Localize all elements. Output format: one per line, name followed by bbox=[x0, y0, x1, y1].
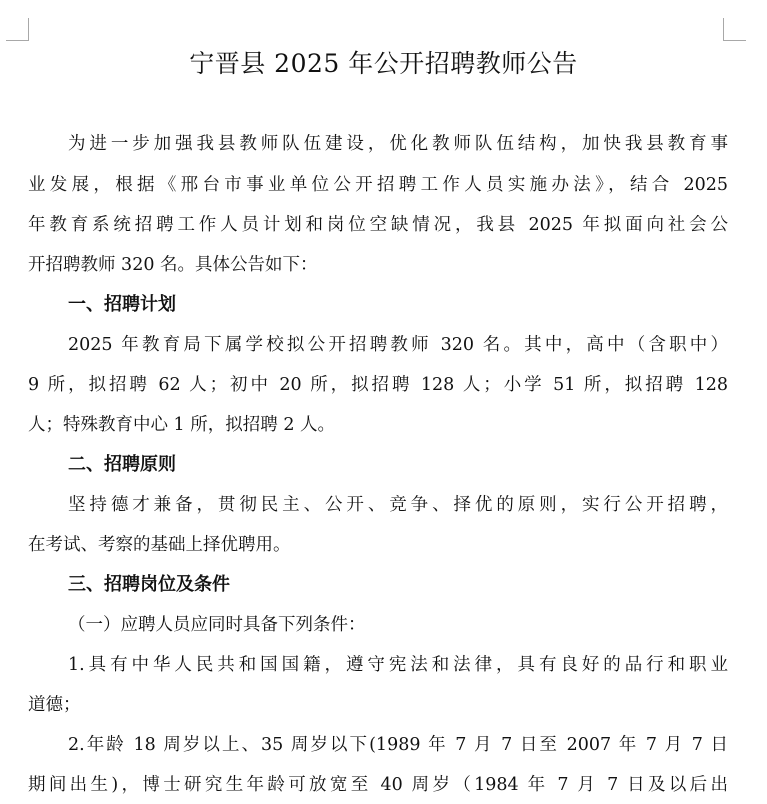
paragraph-line: 在考试、考察的基础上择优聘用。 bbox=[28, 535, 291, 555]
section-heading: 一、招聘计划 bbox=[68, 294, 176, 315]
section-heading: 三、招聘岗位及条件 bbox=[68, 574, 230, 595]
paragraph-line: 年教育系统招聘工作人员计划和岗位空缺情况，我县 2025 年拟面向社会公 bbox=[28, 215, 728, 235]
paragraph-line: 人；特殊教育中心 1 所，拟招聘 2 人。 bbox=[28, 415, 336, 435]
paragraph-line: 9 所，拟招聘 62 人；初中 20 所，拟招聘 128 人；小学 51 所，拟招聘 128 bbox=[28, 375, 728, 395]
paragraph-line: 1.具有中华人民共和国国籍，遵守宪法和法律，具有良好的品行和职业 bbox=[68, 655, 728, 675]
paragraph-line: 为进一步加强我县教师队伍建设，优化教师队伍结构，加快我县教育事 bbox=[68, 134, 728, 154]
paragraph-line: 坚持德才兼备，贯彻民主、公开、竞争、择优的原则，实行公开招聘， bbox=[68, 495, 728, 515]
page-corner-mark-top-right bbox=[723, 18, 746, 41]
section-heading: 二、招聘原则 bbox=[68, 454, 176, 475]
paragraph-line: 2025 年教育局下属学校拟公开招聘教师 320 名。其中，高中（含职中） bbox=[68, 335, 728, 355]
document-title: 宁晋县 2025 年公开招聘教师公告 bbox=[189, 49, 578, 78]
paragraph-line: 2.年龄 18 周岁以上、35 周岁以下(1989 年 7 月 7 日至 2007 年 7 月 7 日 bbox=[68, 735, 728, 755]
paragraph-line: 业发展，根据《邢台市事业单位公开招聘工作人员实施办法》，结合 2025 bbox=[28, 175, 728, 195]
paragraph-line: 期间出生)，博士研究生年龄可放宽至 40 周岁（1984 年 7 月 7 日及以后出 bbox=[28, 775, 728, 795]
paragraph-line: 道德； bbox=[28, 695, 81, 715]
page-corner-mark-top-left bbox=[6, 18, 29, 41]
paragraph-line: 开招聘教师 320 名。具体公告如下： bbox=[28, 255, 318, 275]
subsection-heading: （一）应聘人员应同时具备下列条件： bbox=[68, 615, 366, 635]
